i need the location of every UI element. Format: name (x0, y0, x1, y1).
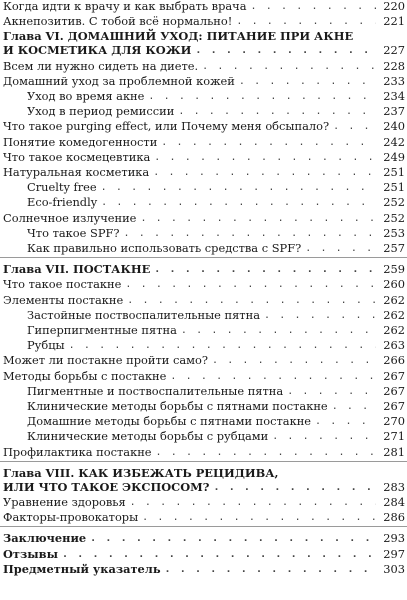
toc-entry[interactable] (0, 12, 407, 28)
dot-leader (127, 294, 376, 307)
section-divider (0, 461, 407, 462)
toc-subentry[interactable] (0, 427, 407, 443)
dot-leader (264, 309, 376, 322)
dot-leader (236, 15, 376, 28)
toc-entry-title: Отзывы (3, 546, 59, 561)
toc-entry-title: Всем ли нужно сидеть на диете. (3, 58, 199, 73)
toc-entry[interactable] (0, 367, 407, 383)
dot-leader (181, 324, 376, 337)
dot-leader (140, 212, 376, 225)
toc-entry-page: 270 (383, 414, 405, 429)
chapter-heading-line: Глава VI. ДОМАШНИЙ УХОД: ПИТАНИЕ ПРИ АКНЕ (3, 29, 354, 44)
toc-entry-page: 240 (383, 119, 405, 134)
toc-entry[interactable] (0, 117, 407, 133)
toc-entry-title: Натуральная косметика (3, 165, 150, 179)
toc-entry-title: Элементы постакне (3, 292, 124, 307)
toc-entry-title: Уход во время акне (27, 89, 145, 103)
toc-entry-title: Уход в период ремиссии (27, 104, 175, 119)
toc-back-matter-entry[interactable] (0, 560, 407, 576)
toc-entry-page: 267 (383, 368, 405, 383)
toc-entry-title: Может ли постакне пройти само? (3, 353, 208, 368)
dot-leader (202, 60, 376, 73)
dot-leader (130, 496, 376, 509)
dot-leader (315, 415, 376, 428)
toc-entry-title: Уравнение здоровья (3, 495, 126, 509)
dot-leader (156, 446, 376, 459)
toc-entry-title: Домашние методы борьбы с пятнами постакне (27, 414, 312, 429)
toc-entry-page: 249 (383, 149, 405, 164)
toc-entry-title: Домашний уход за проблемной кожей (3, 73, 235, 88)
dot-leader (154, 151, 376, 164)
toc-entry[interactable] (0, 57, 407, 73)
toc-back-matter-entry[interactable] (0, 545, 407, 561)
toc-entry-title: Что такое постакне (3, 277, 122, 292)
dot-leader (333, 120, 376, 133)
toc-chapter-entry[interactable] (0, 260, 407, 276)
toc-entry[interactable] (0, 508, 407, 524)
toc-subentry[interactable] (0, 412, 407, 428)
toc-entry-page: 267 (383, 399, 405, 413)
toc-entry-title: Застойные поствоспалительные пятна (27, 307, 260, 322)
toc-entry-title: Профилактика постакне (3, 444, 152, 459)
dot-leader (213, 481, 376, 494)
toc-entry-title: Клинические методы борьбы с пятнами постакне (27, 399, 328, 413)
toc-entry-page: 266 (383, 353, 405, 368)
toc-entry-page: 283 (383, 479, 405, 494)
dot-leader (195, 44, 376, 57)
dot-leader (124, 227, 377, 240)
toc-subentry[interactable] (0, 224, 407, 240)
toc-entry[interactable] (0, 72, 407, 88)
toc-entry-title: Рубцы (27, 338, 65, 353)
toc-entry-page: 252 (383, 195, 405, 210)
toc-subentry[interactable] (0, 87, 407, 103)
toc-subentry[interactable] (0, 178, 407, 194)
dot-leader (148, 90, 376, 103)
dot-leader (101, 181, 376, 194)
toc-entry-page: 242 (383, 134, 405, 149)
toc-entry-page: 286 (383, 510, 405, 525)
toc-entry-page: 303 (383, 561, 405, 576)
dot-leader (272, 430, 376, 443)
dot-leader (287, 385, 376, 398)
dot-leader (101, 196, 376, 209)
toc-entry[interactable] (0, 133, 407, 149)
toc-subentry[interactable] (0, 336, 407, 352)
toc-entry[interactable] (0, 291, 407, 307)
toc-entry-page: 251 (383, 180, 405, 195)
toc-entry-title: Факторы-провокаторы (3, 510, 139, 525)
toc-entry[interactable] (0, 443, 407, 459)
dot-leader (239, 75, 376, 88)
dot-leader (251, 0, 377, 13)
dot-leader (332, 400, 376, 413)
toc-entry[interactable] (0, 493, 407, 509)
dot-leader (154, 263, 376, 276)
toc-entry-page: 271 (383, 429, 405, 444)
toc-entry-title: Глава VII. ПОСТАКНЕ (3, 262, 151, 277)
toc-entry-page: 252 (383, 210, 405, 225)
toc-subentry[interactable] (0, 193, 407, 209)
toc-entry-title: Заключение (3, 531, 87, 546)
toc-entry-page: 253 (383, 225, 405, 240)
toc-entry[interactable] (0, 0, 407, 13)
toc-entry-page: 297 (383, 546, 405, 561)
toc-entry-title: Предметный указатель (3, 561, 161, 576)
toc-entry-page: 260 (383, 277, 405, 292)
toc-entry[interactable] (0, 275, 407, 291)
toc-entry-page: 233 (383, 73, 405, 88)
toc-entry-page: 281 (383, 444, 405, 459)
section-divider (0, 257, 407, 258)
toc-subentry[interactable] (0, 102, 407, 118)
dot-leader (165, 563, 376, 576)
toc-entry[interactable] (0, 209, 407, 225)
toc-entry-page: 257 (383, 241, 405, 255)
toc-entry-page: 234 (383, 89, 405, 103)
dot-leader (142, 511, 376, 524)
toc-entry-page: 220 (383, 0, 405, 13)
toc-entry-title: Гиперпигментные пятна (27, 323, 177, 337)
toc-entry-title: И КОСМЕТИКА ДЛЯ КОЖИ (3, 43, 192, 58)
toc-entry-page: 259 (383, 262, 405, 277)
toc-back-matter-entry[interactable] (0, 529, 407, 545)
dot-leader (69, 339, 376, 352)
dot-leader (305, 242, 376, 255)
toc-entry-title: Что такое SPF? (27, 225, 120, 240)
toc-entry-page: 263 (383, 338, 405, 353)
toc-entry-page: 251 (383, 165, 405, 179)
toc-entry-title: Что такое purging effect, или Почему меня обсыпало? (3, 119, 330, 134)
toc-chapter-entry[interactable] (0, 41, 407, 57)
toc-entry-title: Когда идти к врачу и как выбрать врача (3, 0, 247, 13)
dot-leader (178, 105, 376, 118)
toc-subentry[interactable] (0, 382, 407, 398)
toc-entry-title: Методы борьбы с постакне (3, 368, 167, 383)
dot-leader (161, 136, 376, 149)
dot-leader (62, 548, 376, 561)
dot-leader (125, 278, 376, 291)
toc-entry-title: Акнепозитив. С тобой всё нормально! (3, 14, 233, 29)
toc-entry-title: Пигментные и поствоспалительные пятна (27, 383, 284, 398)
toc-entry-title: Cruelty free (27, 180, 97, 195)
dot-leader (90, 532, 376, 545)
toc-entry-title: Как правильно использовать средства с SPF? (27, 241, 302, 255)
toc-entry-title: Eco-friendly (27, 195, 98, 210)
toc-entry-page: 237 (383, 104, 405, 119)
toc-subentry[interactable] (0, 306, 407, 322)
toc-entry-page: 262 (383, 292, 405, 307)
toc-entry[interactable] (0, 148, 407, 164)
toc-entry-title: Солнечное излучение (3, 210, 137, 225)
dot-leader (153, 166, 376, 179)
toc-entry[interactable] (0, 351, 407, 367)
toc-chapter-entry[interactable] (0, 478, 407, 494)
toc-subentry[interactable] (0, 397, 407, 413)
toc-entry-page: 262 (383, 307, 405, 322)
toc-entry[interactable] (0, 163, 407, 179)
toc-subentry[interactable] (0, 321, 407, 337)
toc-entry-page: 262 (383, 323, 405, 337)
section-divider (0, 526, 407, 527)
toc-entry-title: Что такое космецевтика (3, 149, 151, 164)
toc-entry-title: ИЛИ ЧТО ТАКОЕ ЭКСПОСОМ? (3, 479, 210, 494)
toc-entry-page: 228 (383, 58, 405, 73)
toc-entry-page: 293 (383, 531, 405, 546)
toc-subentry[interactable] (0, 239, 407, 255)
chapter-heading-line: Глава VIII. КАК ИЗБЕЖАТЬ РЕЦИДИВА, (3, 465, 279, 480)
dot-leader (170, 370, 376, 383)
dot-leader (212, 354, 376, 367)
toc-entry-page: 284 (383, 495, 405, 509)
toc-entry-page: 267 (383, 383, 405, 398)
toc-entry-title: Понятие комедогенности (3, 134, 158, 149)
toc-entry-page: 221 (383, 14, 405, 29)
toc-entry-page: 227 (383, 43, 405, 58)
toc-entry-title: Клинические методы борьбы с рубцами (27, 429, 269, 444)
